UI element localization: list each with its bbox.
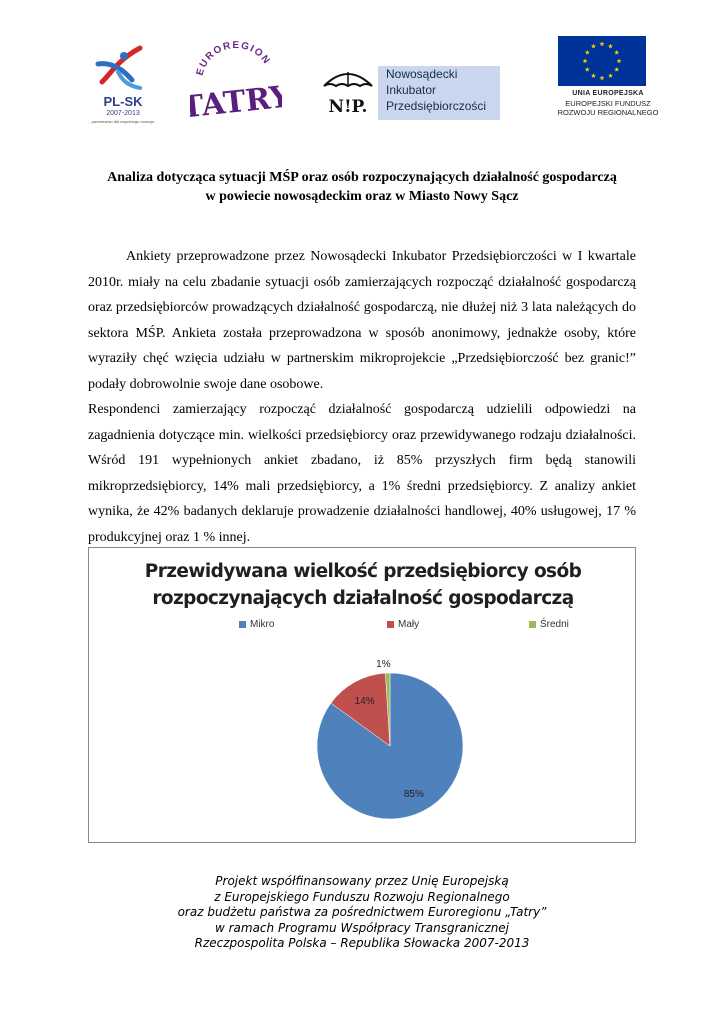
legend-label: Średni bbox=[540, 619, 569, 630]
tatry-arc-text: EUROREGION bbox=[194, 39, 273, 77]
eu-star-icon bbox=[591, 73, 596, 78]
nip-logo bbox=[318, 62, 504, 122]
svg-text:EUROREGION bbox=[195, 40, 273, 77]
eu-star-icon bbox=[585, 50, 590, 55]
footer-line-1: Projekt współfinansowany przez Unię Europejską bbox=[215, 874, 509, 888]
footer-line-5: Rzeczpospolita Polska – Republika Słowacka 2007-2013 bbox=[194, 936, 530, 950]
eu-star-icon bbox=[600, 41, 605, 46]
nip-mark: N!P. bbox=[328, 97, 368, 117]
plsk-figure-icon bbox=[88, 42, 158, 96]
title-line-2: w powiecie nowosądeckim oraz w Miasto Nowy Sącz bbox=[205, 189, 519, 204]
chart-title-line-1: Przewidywana wielkość przedsiębiorcy osób bbox=[144, 561, 582, 582]
eu-star-icon bbox=[608, 73, 613, 78]
eu-flag-icon bbox=[558, 36, 646, 86]
eu-star-icon bbox=[591, 44, 596, 49]
title-line-1: Analiza dotycząca sytuacji MŚP oraz osób rozpoczynających działalność gospodarczą bbox=[107, 170, 617, 185]
eu-line-3: ROZWOJU REGIONALNEGO bbox=[557, 108, 659, 117]
nip-line-2: Inkubator bbox=[386, 83, 437, 97]
eu-star-icon bbox=[608, 44, 613, 49]
tatry-emblem-icon bbox=[190, 38, 282, 124]
eu-logo bbox=[548, 36, 668, 124]
nip-line-3: Przedsiębiorczości bbox=[386, 99, 487, 113]
plsk-logo bbox=[88, 42, 158, 126]
eu-star-icon bbox=[617, 58, 622, 63]
paragraph-2: Respondenci zamierzający rozpocząć działalność gospodarczą udzielili odpowiedzi na zagadnienia dotyczące min. wielkości przedsiębiorcy oraz przewidywanego rodzaju działalności. Wśród 191 wypełnionych ankiet zbadano, iż 85% przyszłych firm będą stanowili mikroprzedsiębiorcy, 14% mali przedsiębiorcy, a 1% średni przedsiębiorcy. Z analizy ankiet wynika, że 42% badanych deklaruje prowadzenie działalności handlowej, 40% usługowej, 17 % produkcyjnej oraz 1 % innej. bbox=[88, 402, 636, 545]
pie-data-label: 1% bbox=[376, 659, 391, 671]
legend-label: Mikro bbox=[250, 619, 275, 630]
legend-label: Mały bbox=[398, 619, 420, 630]
funding-footer bbox=[60, 874, 664, 952]
eu-star-icon bbox=[600, 75, 605, 80]
eu-stars-icon bbox=[558, 36, 646, 86]
plsk-years: 2007-2013 bbox=[106, 110, 140, 117]
eu-line-1: UNIA EUROPEJSKA bbox=[572, 90, 644, 97]
pie-data-label: 14% bbox=[354, 695, 375, 707]
footer-line-2: z Europejskiego Funduszu Rozwoju Regionalnego bbox=[214, 889, 510, 904]
chart-title-line-2: rozpoczynających działalność gospodarczą bbox=[152, 588, 574, 609]
logo-strip bbox=[0, 36, 724, 126]
eu-star-icon bbox=[583, 58, 588, 63]
footer-line-3: oraz budżetu państwa za pośrednictwem Euroregionu „Tatry” bbox=[177, 905, 547, 919]
tatry-logo bbox=[190, 38, 282, 124]
plsk-caption: PL-SK bbox=[103, 94, 143, 109]
eu-star-icon bbox=[614, 50, 619, 55]
paragraph-1: Ankiety przeprowadzone przez Nowosądecki Inkubator Przedsiębiorczości w I kwartale 2010r. miały na celu zbadanie sytuacji osób zamierzających rozpocząć działalność gospodarczą oraz przedsiębiorców prowadzących działalność gospodarczą, nie dłużej niż 3 lata należących do sektora MŚP. Ankieta została przeprowadzona w sposób anonimowy, jednakże osoby, które wyraziły chęć wzięcia udziału w partnerskim mikroprojekcie „Przedsiębiorczość bez granic!” podały dobrowolnie swoje dane osobowe. bbox=[88, 249, 636, 392]
plsk-motto: ...partnerstwo dla wspólnego rozwoju... bbox=[88, 119, 158, 124]
pie-plot bbox=[89, 548, 637, 844]
pie-chart bbox=[88, 547, 636, 843]
eu-line-2: EUROPEJSKI FUNDUSZ bbox=[565, 99, 651, 108]
tatry-main-text: TATRY bbox=[190, 79, 282, 124]
nip-name-box bbox=[378, 66, 500, 120]
umbrella-icon bbox=[318, 62, 378, 122]
eu-star-icon bbox=[614, 67, 619, 72]
eu-star-icon bbox=[585, 67, 590, 72]
pie-data-label: 85% bbox=[403, 788, 424, 800]
nip-line-1: Nowosądecki bbox=[386, 67, 458, 81]
document-title bbox=[60, 168, 664, 206]
footer-line-4: w ramach Programu Współpracy Transgranicznej bbox=[214, 920, 510, 935]
